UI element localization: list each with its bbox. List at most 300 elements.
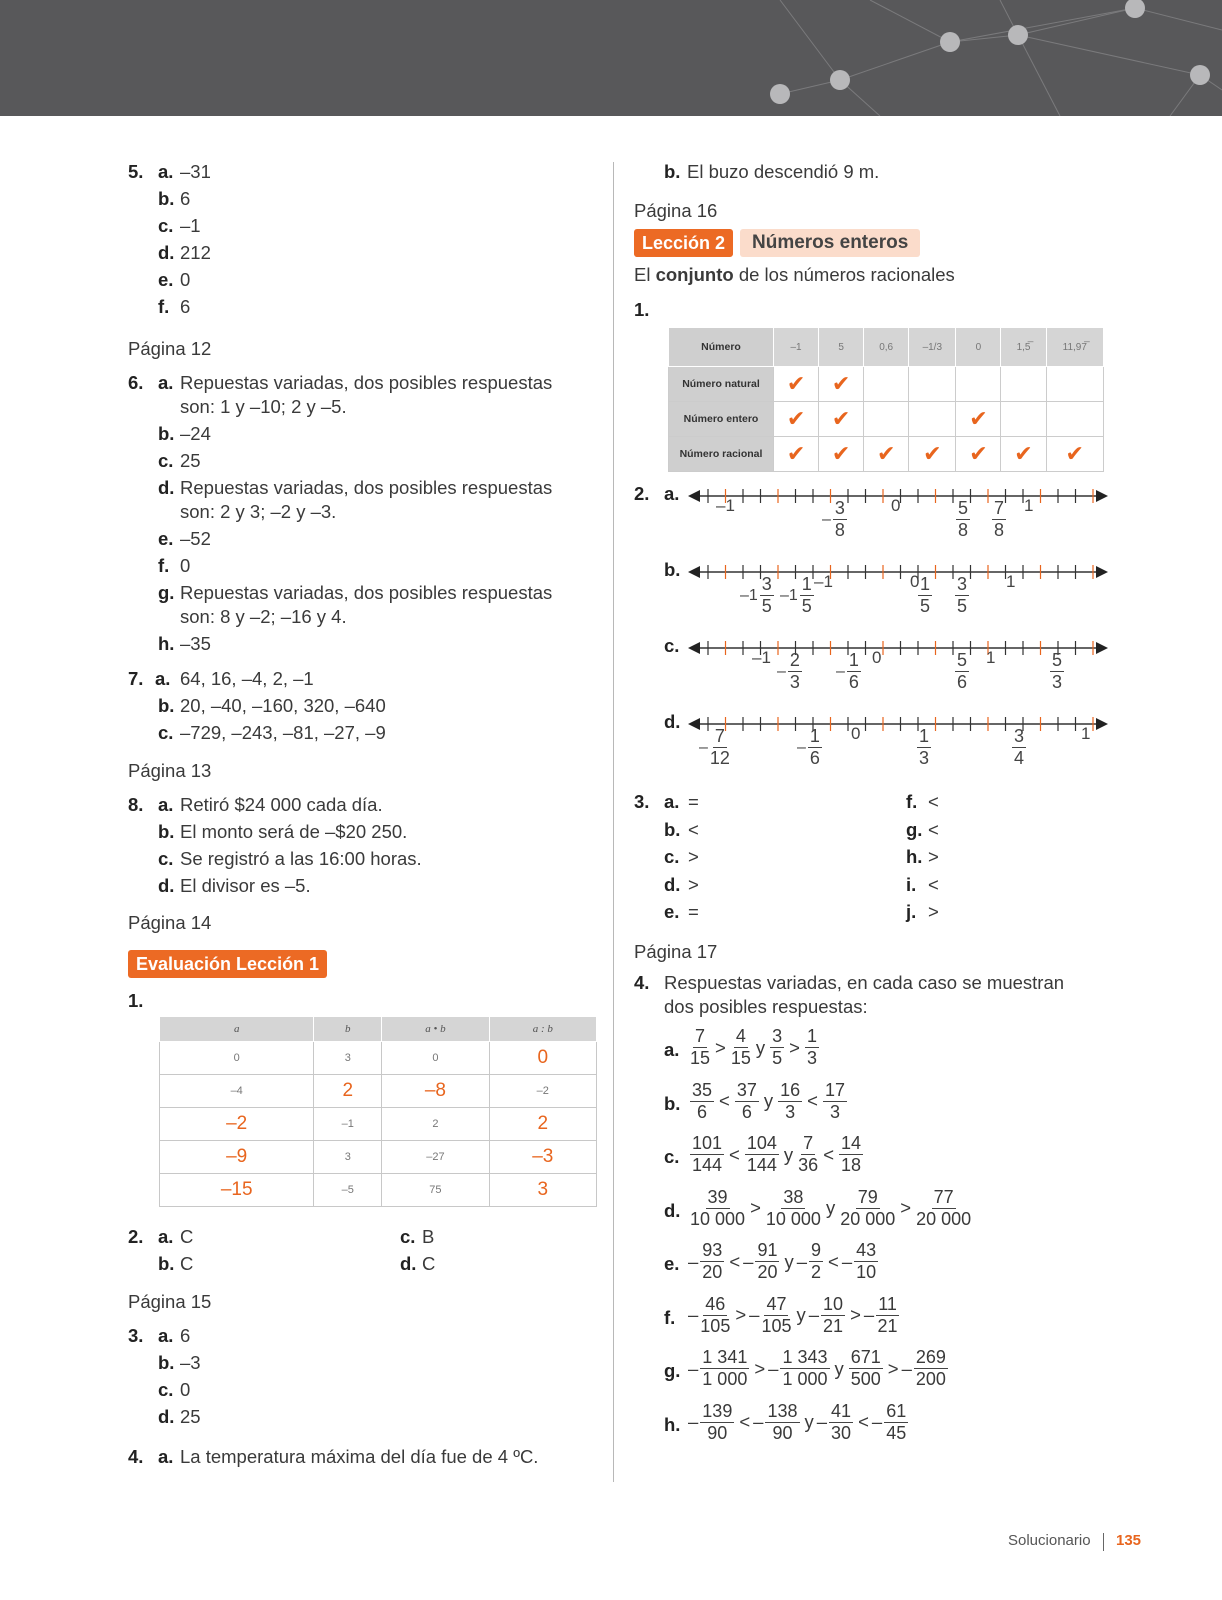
numerator: 1 343	[782, 1347, 828, 1367]
numberline-mark	[953, 574, 971, 617]
q4-b-answer: El buzo descendió 9 m.	[687, 161, 880, 182]
denominator: 1 000	[702, 1369, 748, 1389]
denominator: 6	[697, 1101, 708, 1122]
numerator: 1	[809, 726, 820, 746]
q5-item-answer: 212	[180, 242, 211, 263]
table-header-cell: 11,97̅	[1046, 328, 1103, 367]
numberline-mark	[836, 650, 863, 693]
q6-a-line1: Repuestas variadas, dos posibles respuestas	[180, 372, 553, 393]
numberline-mark: –1	[814, 572, 833, 591]
table-cell	[864, 367, 909, 402]
numerator: 101	[692, 1133, 723, 1153]
comparison-operator: >	[789, 1036, 800, 1058]
q7-a-label: a.	[155, 668, 171, 689]
denominator: 6	[957, 672, 968, 692]
denominator: 105	[761, 1315, 792, 1336]
fraction	[914, 1347, 948, 1390]
table-cell	[1046, 402, 1103, 437]
q6-a-line2: son: 1 y –10; 2 y –5.	[180, 396, 347, 417]
q8-c-answer: Se registró a las 16:00 horas.	[180, 848, 422, 869]
denominator: 12	[709, 748, 730, 768]
q7-c-label: c.	[158, 722, 174, 743]
footer-separator	[1103, 1533, 1104, 1551]
q2-d-answer: C	[422, 1253, 436, 1274]
table-cell: –15	[160, 1174, 314, 1207]
denominator: 90	[772, 1422, 793, 1443]
numerator: 5	[958, 498, 969, 518]
column-divider	[613, 162, 614, 1482]
numberline-mark	[780, 574, 816, 617]
table-cell: 2	[382, 1108, 489, 1141]
q8-b-label: b.	[158, 821, 175, 842]
denominator: 21	[823, 1315, 844, 1336]
denominator: 4	[1014, 748, 1025, 768]
numerator: 5	[957, 650, 968, 670]
comparison-sign: >	[688, 873, 699, 895]
table-cell	[1001, 367, 1046, 402]
table-cell: 75	[382, 1174, 489, 1207]
q6-a-label: a.	[158, 372, 174, 393]
comparison-operator: <	[828, 1250, 839, 1272]
fraction	[700, 1347, 749, 1390]
q8-a-label: a.	[158, 794, 174, 815]
sign: –	[743, 1250, 754, 1272]
fraction	[829, 1401, 853, 1444]
numberline-mark	[1010, 726, 1028, 769]
sign: –1	[780, 586, 798, 604]
subtitle-bold: conjunto	[655, 264, 734, 285]
arrow-icon	[1096, 642, 1108, 654]
comparison-operator: >	[900, 1197, 912, 1218]
comparison-sign: >	[928, 846, 939, 867]
comparison-label: h.	[906, 846, 923, 867]
numberline-mark: –1	[716, 496, 735, 515]
table-header-cell: a • b	[382, 1017, 489, 1042]
table-header-cell: 0	[956, 328, 1001, 367]
q5-item-label: f.	[158, 296, 170, 317]
check-icon: ✔	[1046, 437, 1103, 472]
denominator: 36	[798, 1155, 819, 1175]
numerator: 269	[915, 1347, 946, 1367]
sign: –	[808, 1304, 820, 1325]
check-icon: ✔	[819, 437, 864, 472]
q6-g-line2: son: 8 y –2; –16 y 4.	[180, 606, 347, 627]
sign: –1	[740, 586, 758, 604]
page-13-heading: Página 13	[128, 760, 212, 781]
comparison-label: b.	[664, 818, 681, 840]
fraction	[1050, 650, 1064, 693]
fraction	[780, 1347, 829, 1390]
denominator: 3	[919, 748, 930, 768]
comparison-operator: y	[825, 1197, 836, 1218]
sign: –	[822, 510, 831, 528]
fraction	[766, 1187, 821, 1230]
comparison-label: a.	[664, 1039, 680, 1060]
numberline-mark: 0	[851, 724, 861, 743]
q5-item-label: a.	[158, 161, 174, 182]
fraction	[765, 1401, 799, 1444]
table-cell	[1001, 402, 1046, 437]
check-icon: ✔	[956, 437, 1001, 472]
numberline-mark	[953, 650, 971, 693]
denominator: 20	[757, 1262, 778, 1282]
comparison-sign: <	[928, 818, 939, 840]
q2-a-answer: C	[180, 1226, 194, 1247]
q5-item-answer: 0	[180, 269, 191, 290]
denominator: 5	[801, 596, 812, 616]
subtitle-suffix: de los números racionales	[733, 264, 955, 285]
q2-c-label: c.	[400, 1226, 416, 1247]
q3-a-answer: 6	[180, 1325, 191, 1346]
q3-number: 3.	[128, 1325, 144, 1346]
denominator: 500	[850, 1369, 881, 1389]
check-icon: ✔	[774, 437, 819, 472]
numerator: 2	[789, 650, 800, 670]
sign: –	[749, 1304, 760, 1325]
q3-b-label: b.	[158, 1352, 175, 1373]
numerator: 16	[780, 1079, 801, 1100]
numberline-mark: –1	[752, 648, 771, 667]
denominator: 20 000	[916, 1208, 972, 1229]
comparison-label: a.	[664, 791, 680, 812]
r-q3-number: 3.	[634, 791, 650, 812]
table-header-cell: 0,6	[864, 328, 909, 367]
numerator: 1	[920, 574, 931, 594]
table-header-cell: –1	[774, 328, 819, 367]
fraction	[854, 1240, 878, 1283]
denominator: 144	[692, 1155, 723, 1175]
q7-number: 7.	[128, 668, 144, 689]
arrow-icon	[688, 490, 700, 502]
denominator: 18	[841, 1155, 862, 1175]
q3-d-answer: 25	[180, 1406, 201, 1427]
numerator: 3	[834, 498, 845, 518]
fraction	[956, 498, 970, 541]
comparison-label: j.	[906, 901, 917, 922]
comparison-operator: y	[763, 1090, 774, 1111]
numerator: 7	[714, 726, 725, 746]
fraction	[690, 1080, 714, 1123]
q7-b-answer: 20, –40, –160, 320, –640	[180, 695, 386, 716]
fraction-comparison-row	[688, 1401, 910, 1444]
numerator: 91	[757, 1240, 778, 1260]
sign: –	[768, 1357, 779, 1379]
sign: –	[841, 1250, 853, 1272]
fraction	[798, 1133, 818, 1176]
fraction	[700, 1294, 730, 1337]
numberline-mark	[699, 726, 732, 769]
comparison-label: f.	[906, 791, 918, 812]
arrow-icon	[688, 566, 700, 578]
numerator: 139	[702, 1400, 733, 1421]
comparison-sign: >	[928, 901, 939, 922]
table-cell	[956, 367, 1001, 402]
numerator: 138	[767, 1400, 798, 1421]
denominator: 2	[811, 1262, 822, 1282]
numberline-label: c.	[664, 635, 680, 656]
numerator: 61	[886, 1400, 907, 1421]
fraction	[755, 1240, 779, 1283]
section-subtitle	[634, 263, 955, 287]
table-cell: 2	[489, 1108, 596, 1141]
denominator: 5	[761, 596, 772, 616]
q7-a-answer: 64, 16, –4, 2, –1	[180, 668, 314, 689]
multiplication-division-table	[159, 1016, 597, 1207]
q8-c-label: c.	[158, 848, 174, 869]
fraction	[821, 1294, 845, 1337]
numberline-label: b.	[664, 559, 681, 580]
numerator: 1	[801, 574, 812, 594]
table-cell: –2	[489, 1075, 596, 1108]
numberline-mark	[740, 574, 776, 617]
sign: –	[688, 1357, 699, 1379]
table-header-cell: a	[160, 1017, 314, 1042]
numberline-mark: 1	[1006, 572, 1016, 591]
q3-c-label: c.	[158, 1379, 174, 1400]
q2-c-answer: B	[422, 1226, 435, 1247]
header-banner	[0, 0, 1222, 116]
denominator: 105	[700, 1315, 731, 1336]
sign: –	[863, 1304, 875, 1325]
numberline-mark	[916, 574, 934, 617]
denominator: 45	[886, 1422, 907, 1443]
comparison-sign: <	[928, 791, 939, 812]
fraction	[745, 1133, 779, 1176]
table-cell	[1046, 367, 1103, 402]
numerator: 7	[994, 498, 1005, 518]
q5-item-answer: 6	[180, 188, 191, 209]
fraction	[849, 1347, 883, 1390]
comparison-operator: >	[735, 1304, 747, 1325]
numerator: 79	[857, 1186, 878, 1207]
numerator: 7	[695, 1026, 706, 1046]
sign: –	[836, 662, 845, 680]
numberline-axis	[688, 638, 1108, 658]
q1-number: 1.	[128, 990, 144, 1011]
fraction	[884, 1401, 908, 1444]
table-header-cell: b	[314, 1017, 382, 1042]
comparison-label: c.	[664, 846, 680, 867]
table-row	[669, 402, 1104, 437]
q6-g-label: g.	[158, 582, 175, 603]
fraction	[917, 726, 931, 769]
comparison-operator: y	[783, 1143, 794, 1165]
fraction	[839, 1133, 863, 1176]
table-cell: 0	[382, 1042, 489, 1075]
comparison-sign: >	[688, 846, 699, 867]
table-header-cell: 1,5̅	[1001, 328, 1046, 367]
numerator: 1 341	[702, 1347, 748, 1367]
q4-a-answer: La temperatura máxima del día fue de 4 ºC.	[180, 1446, 539, 1467]
numerator: 38	[783, 1186, 804, 1207]
fraction-comparison-row	[688, 1133, 865, 1176]
denominator: 3	[1052, 672, 1063, 692]
numerator: 1	[848, 650, 859, 670]
table-row	[669, 437, 1104, 472]
numerator: 3	[957, 574, 968, 594]
denominator: 6	[741, 1101, 752, 1122]
fraction	[770, 1026, 784, 1069]
comparison-operator: >	[887, 1357, 899, 1379]
fraction	[916, 1187, 971, 1230]
numberline-mark	[797, 726, 824, 769]
numberline-label: a.	[664, 483, 680, 504]
numerator: 11	[878, 1293, 897, 1314]
comparison-label: f.	[664, 1306, 676, 1328]
q6-f-answer: 0	[180, 555, 191, 576]
check-icon: ✔	[774, 402, 819, 437]
fraction	[735, 1080, 759, 1123]
denominator: 8	[958, 520, 969, 540]
table-cell: –9	[160, 1141, 314, 1174]
numerator: 77	[933, 1186, 954, 1207]
sign: –	[796, 1250, 808, 1272]
numerator: 104	[746, 1133, 777, 1153]
q8-d-label: d.	[158, 875, 175, 896]
q4-number: 4.	[128, 1446, 144, 1467]
denominator: 144	[746, 1155, 777, 1175]
table-row	[160, 1108, 597, 1141]
fraction	[809, 1240, 823, 1283]
comparison-operator: >	[850, 1304, 861, 1325]
q7-c-answer: –729, –243, –81, –27, –9	[180, 722, 386, 743]
comparison-operator: y	[784, 1250, 794, 1272]
numberline-mark	[990, 498, 1008, 541]
comparison-sign: <	[928, 873, 939, 895]
numberline-mark	[1048, 650, 1066, 693]
q6-c-label: c.	[158, 450, 174, 471]
q6-d-line1: Repuestas variadas, dos posibles respuestas	[180, 477, 553, 498]
table-cell	[909, 402, 956, 437]
q3-a-label: a.	[158, 1325, 174, 1346]
denominator: 8	[834, 520, 845, 540]
q8-a-answer: Retiró $24 000 cada día.	[180, 794, 383, 815]
r-q1-number: 1.	[634, 299, 650, 320]
fraction	[847, 650, 861, 693]
network-decoration-icon	[0, 0, 1222, 116]
sign: –	[753, 1411, 764, 1432]
numerator: 4	[735, 1026, 746, 1046]
denominator: 30	[831, 1422, 852, 1443]
comparison-label: e.	[664, 901, 680, 922]
sign: –	[871, 1411, 883, 1432]
comparison-operator: <	[807, 1090, 818, 1111]
comparison-operator: <	[719, 1090, 730, 1111]
fraction	[955, 574, 969, 617]
numerator: 3	[1014, 726, 1025, 746]
denominator: 20 000	[840, 1208, 896, 1229]
sign: –	[816, 1411, 828, 1432]
comparison-operator: <	[858, 1411, 869, 1432]
number-sets-table	[668, 327, 1104, 472]
denominator: 10 000	[690, 1208, 746, 1229]
denominator: 3	[789, 672, 800, 692]
q3-d-label: d.	[158, 1406, 175, 1427]
denominator: 15	[690, 1048, 711, 1068]
denominator: 20	[702, 1262, 723, 1282]
denominator: 5	[920, 596, 931, 616]
fraction	[788, 650, 802, 693]
check-icon: ✔	[864, 437, 909, 472]
q5-item-label: b.	[158, 188, 175, 209]
evaluation-badge: Evaluación Lección 1	[128, 950, 327, 978]
check-icon: ✔	[956, 402, 1001, 437]
numberline-mark: 0	[891, 496, 901, 515]
numerator: 5	[1052, 650, 1063, 670]
fraction	[823, 1080, 847, 1123]
denominator: 8	[994, 520, 1005, 540]
comparison-label: g.	[664, 1360, 681, 1381]
comparison-sign: <	[688, 818, 699, 840]
arrow-icon	[688, 642, 700, 654]
q6-e-answer: –52	[180, 528, 211, 549]
footer-label: Solucionario	[1008, 1532, 1091, 1549]
check-icon: ✔	[909, 437, 956, 472]
page-16-heading: Página 16	[634, 200, 718, 221]
q7-b-label: b.	[158, 695, 175, 716]
denominator: 6	[809, 748, 820, 768]
q5-item-label: d.	[158, 242, 175, 263]
fraction	[800, 574, 814, 617]
comparison-label: c.	[664, 1146, 680, 1167]
r-q4-text-line2: dos posibles respuestas:	[664, 996, 868, 1017]
sign: –	[688, 1304, 699, 1325]
page-12-heading: Página 12	[128, 338, 212, 359]
q8-number: 8.	[128, 794, 144, 815]
table-header-cell: Número	[669, 328, 774, 367]
arrow-icon	[1096, 566, 1108, 578]
subtitle-prefix: El	[634, 264, 656, 285]
numerator: 3	[761, 574, 772, 594]
comparison-operator: y	[755, 1036, 766, 1058]
q6-d-line2: son: 2 y 3; –2 y –3.	[180, 501, 337, 522]
q2-a-label: a.	[158, 1226, 174, 1247]
fraction	[690, 1187, 745, 1230]
fraction	[700, 1401, 734, 1444]
numberline-mark: 1	[1024, 496, 1034, 515]
fraction	[876, 1294, 899, 1337]
numberline-label: d.	[664, 711, 681, 732]
numerator: 10	[823, 1293, 844, 1314]
numerator: 1	[806, 1026, 817, 1046]
q4-b-label: b.	[664, 161, 681, 182]
numberline-mark: 1	[1081, 724, 1091, 743]
numerator: 3	[772, 1026, 783, 1046]
table-cell: –3	[489, 1141, 596, 1174]
comparison-sign: =	[688, 901, 699, 922]
fraction	[1012, 726, 1026, 769]
comparison-label: d.	[664, 873, 681, 895]
comparison-label: e.	[664, 1253, 680, 1274]
denominator: 21	[877, 1315, 898, 1336]
numerator: 9	[811, 1240, 822, 1260]
comparison-operator: y	[804, 1411, 814, 1432]
r-q4-number: 4.	[634, 972, 650, 993]
numerator: 14	[841, 1133, 862, 1153]
comparison-label: b.	[664, 1092, 681, 1114]
comparison-operator: >	[750, 1197, 761, 1218]
numerator: 93	[702, 1240, 723, 1260]
q8-d-answer: El divisor es –5.	[180, 875, 311, 896]
table-header-cell: –1/3	[909, 328, 956, 367]
q6-e-label: e.	[158, 528, 174, 549]
denominator: 10 000	[765, 1208, 821, 1229]
numerator: 43	[856, 1240, 877, 1260]
lesson-badge: Lección 2	[634, 229, 733, 257]
comparison-label: i.	[906, 873, 917, 895]
denominator: 3	[829, 1101, 840, 1122]
table-row-label: Número natural	[669, 367, 774, 402]
